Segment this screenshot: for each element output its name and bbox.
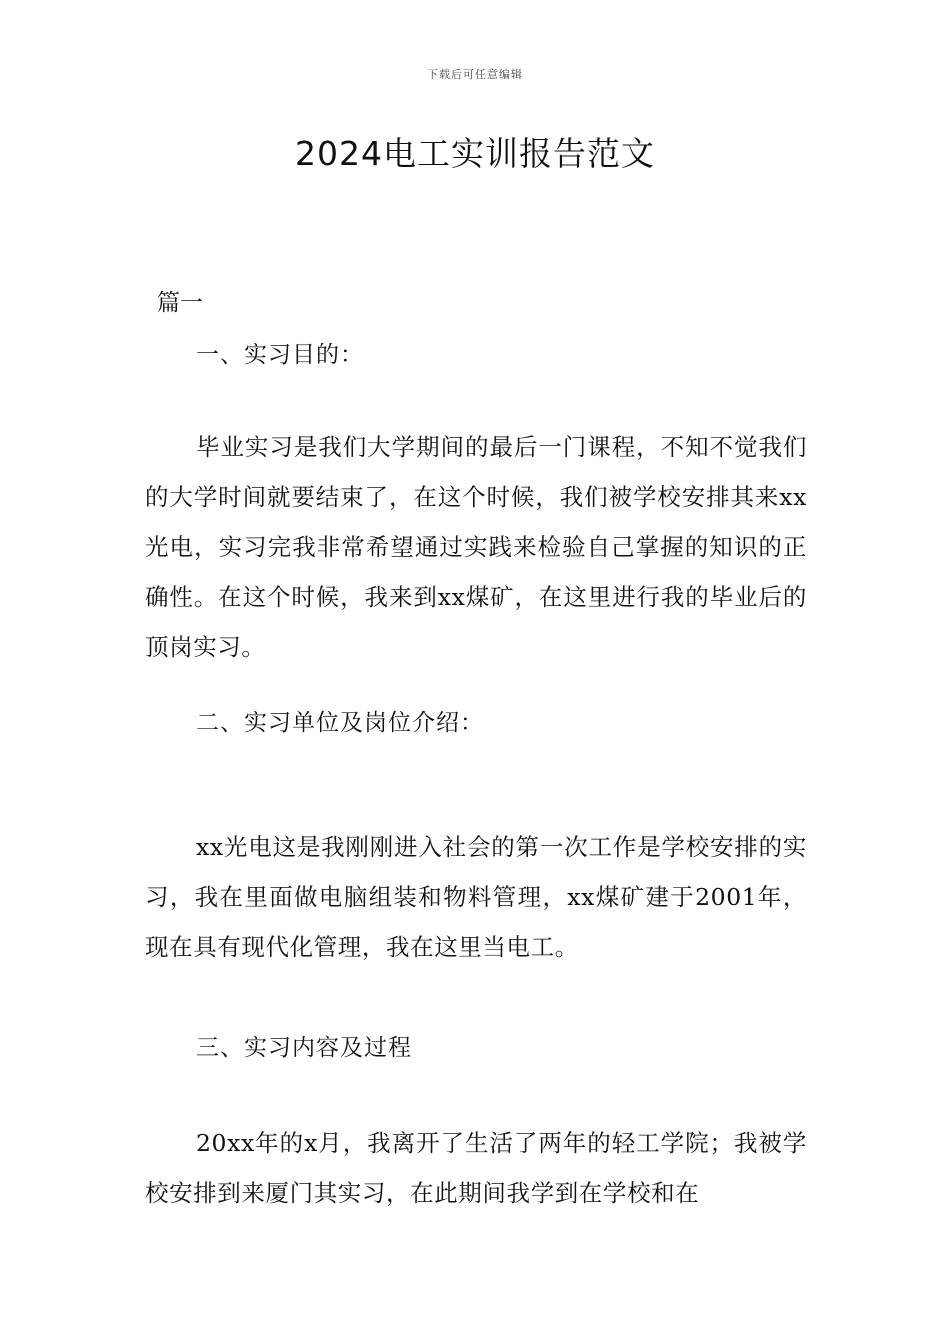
section-heading-purpose: 一、实习目的： xyxy=(196,342,364,368)
paragraph-unit: xx光电这是我刚刚进入社会的第一次工作是学校安排的实习，我在里面做电脑组装和物料管理，xx煤矿建于2001年，现在具有现代化管理，我在这里当电工。 xyxy=(145,833,807,961)
header-note: 下载后可任意编辑 xyxy=(427,68,523,81)
section-heading-content: 三、实习内容及过程 xyxy=(196,1035,412,1061)
section-label: 篇一 xyxy=(157,290,203,316)
paragraph-content: 20xx年的x月，我离开了生活了两年的轻工学院；我被学校安排到来厦门其实习，在此期间我学到在学校和在 xyxy=(145,1129,807,1207)
paragraph-purpose: 毕业实习是我们大学期间的最后一门课程，不知不觉我们的大学时间就要结束了，在这个时候，我们被学校安排其来xx光电，实习完我非常希望通过实践来检验自己掌握的知识的正确性。在这个时候，我来到xx煤矿，在这里进行我的毕业后的顶岗实习。 xyxy=(145,433,807,661)
document-title: 2024电工实训报告范文 xyxy=(295,134,655,173)
section-heading-unit: 二、实习单位及岗位介绍： xyxy=(196,710,484,736)
